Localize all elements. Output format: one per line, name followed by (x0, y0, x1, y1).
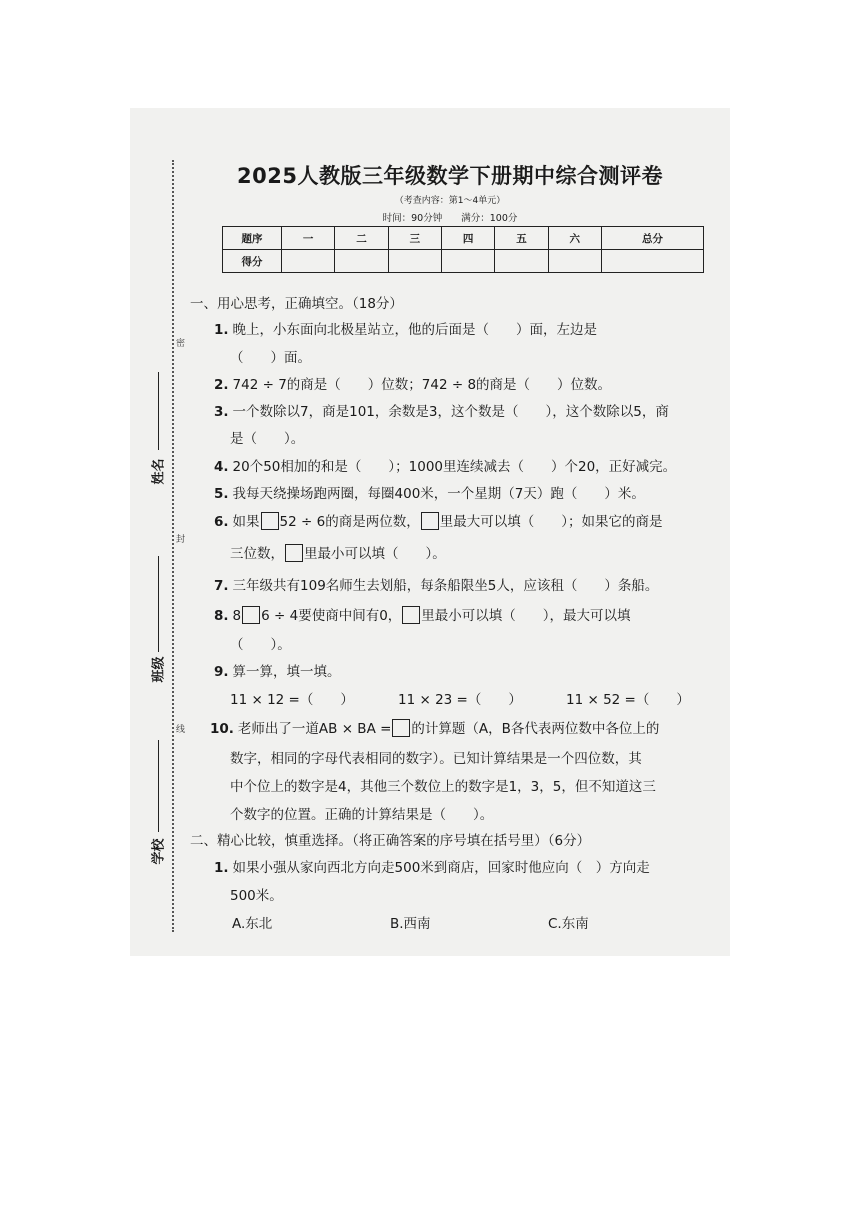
score-header-cell: 总分 (601, 227, 703, 250)
blank-box[interactable] (421, 512, 439, 530)
blank-box[interactable] (402, 606, 420, 624)
question-number: 4. (214, 459, 229, 475)
section-1-title: 一、用心思考，正确填空。（18分） (190, 296, 403, 312)
question-1-10 (210, 717, 659, 737)
question-text: 8 (232, 608, 242, 624)
name-field-line (158, 372, 159, 450)
binding-dotted-line (172, 160, 174, 932)
question-1-3 (214, 400, 669, 420)
question-text: 算一算，填一填。 (232, 664, 341, 680)
section-2-title: 二、精心比较，慎重选择。（将正确答案的序号填在括号里）（6分） (190, 833, 591, 849)
question-number: 8. (214, 608, 229, 624)
question-1-5 (214, 482, 645, 502)
score-row-label: 得分 (223, 250, 282, 273)
school-field-label: 学校 (151, 838, 167, 865)
score-table-score-row (223, 250, 704, 273)
question-number: 6. (214, 514, 229, 530)
question-text: 我每天绕操场跑两圈，每圈400米，一个星期（7天）跑（ ）米。 (232, 486, 645, 502)
question-text: 晚上，小东面向北极星站立，他的后面是（ ）面，左边是 (232, 322, 598, 338)
question-number: 7. (214, 578, 229, 594)
question-number: 5. (214, 486, 229, 502)
question-text: 52 ÷ 6的商是两位数， (279, 514, 420, 530)
question-number: 1. (214, 860, 229, 876)
question-text: 的计算题（A，B各代表两位数中各位上的 (411, 721, 660, 737)
question-1-6-cont (230, 542, 446, 562)
score-table-header-row (223, 227, 704, 250)
question-text: 一个数除以7，商是101，余数是3，这个数是（ ），这个数除以5，商 (232, 404, 669, 420)
exam-time-score (190, 210, 710, 224)
question-text: 三位数， (230, 546, 284, 562)
class-field-label: 班级 (151, 656, 167, 683)
question-number: 9. (214, 664, 229, 680)
question-1-3-cont: 是（ ）。 (230, 431, 305, 447)
score-header-cell: 五 (495, 227, 548, 250)
question-1-10-cont-3: 个数字的位置。正确的计算结果是（ ）。 (230, 807, 494, 823)
question-text: 老师出了一道AB × BA = (237, 721, 392, 737)
binding-word-mi: 密 (176, 339, 186, 349)
score-header-cell: 一 (282, 227, 335, 250)
score-cell[interactable] (601, 250, 703, 273)
option-c[interactable]: C.东南 (548, 916, 589, 932)
question-number: 1. (214, 322, 229, 338)
score-cell[interactable] (441, 250, 494, 273)
binding-word-xian: 线 (176, 725, 186, 735)
question-1-1-cont: （ ）面。 (230, 350, 311, 366)
blank-box[interactable] (285, 544, 303, 562)
score-cell[interactable] (495, 250, 548, 273)
question-1-1 (214, 318, 597, 338)
blank-box[interactable] (392, 719, 410, 737)
score-cell[interactable] (335, 250, 388, 273)
calc-item: 11 × 12 =（ ） (230, 692, 354, 708)
question-text: 里最小可以填（ ），最大可以填 (421, 608, 631, 624)
class-field-line (158, 556, 159, 652)
score-header-cell: 四 (441, 227, 494, 250)
question-text: 里最小可以填（ ）。 (304, 546, 446, 562)
question-text: 20个50相加的和是（ ）；1000里连续减去（ ）个20，正好减完。 (232, 459, 677, 475)
question-1-9 (214, 660, 341, 680)
score-cell[interactable] (548, 250, 601, 273)
calc-item: 11 × 52 =（ ） (566, 692, 690, 708)
question-text: 如果 (232, 514, 260, 530)
exam-scope: （考查内容：第1～4单元） (394, 196, 506, 206)
score-header-cell: 六 (548, 227, 601, 250)
question-1-10-cont-2: 中个位上的数字是4，其他三个数位上的数字是1，3，5，但不知道这三 (230, 779, 656, 795)
school-field-line (158, 740, 159, 832)
score-header-cell: 题序 (223, 227, 282, 250)
exam-time: 时间：90分钟 (382, 213, 443, 224)
question-1-10-cont-1: 数字，相同的字母代表相同的数字）。已知计算结果是一个四位数，其 (230, 751, 642, 767)
name-field-label: 姓名 (151, 458, 167, 485)
question-number: 2. (214, 377, 229, 393)
exam-full-score: 满分：100分 (461, 213, 518, 224)
question-text: 里最大可以填（ ）；如果它的商是 (439, 514, 663, 530)
score-header-cell: 三 (388, 227, 441, 250)
option-a[interactable]: A.东北 (232, 916, 273, 932)
blank-box[interactable] (261, 512, 279, 530)
question-2-1 (214, 856, 650, 876)
question-text: 742 ÷ 7的商是（ ）位数；742 ÷ 8的商是（ ）位数。 (232, 377, 612, 393)
score-table (222, 226, 704, 273)
question-1-4 (214, 455, 676, 475)
blank-box[interactable] (242, 606, 260, 624)
question-1-7 (214, 574, 658, 594)
question-number: 10. (210, 721, 234, 737)
question-1-8-cont: （ ）。 (230, 637, 291, 653)
option-b[interactable]: B.西南 (390, 916, 431, 932)
question-number: 3. (214, 404, 229, 420)
question-text: 如果小强从家向西北方向走500米到商店，回家时他应向（ ）方向走 (232, 860, 650, 876)
exam-title: 2025人教版三年级数学下册期中综合测评卷 (237, 164, 663, 188)
score-cell[interactable] (388, 250, 441, 273)
binding-word-feng: 封 (176, 535, 186, 545)
question-1-2 (214, 373, 611, 393)
score-cell[interactable] (282, 250, 335, 273)
question-2-1-cont: 500米。 (230, 888, 283, 904)
question-1-6 (214, 510, 662, 530)
question-text: 6 ÷ 4要使商中间有0， (261, 608, 402, 624)
question-1-8 (214, 604, 631, 624)
calc-item: 11 × 23 =（ ） (398, 692, 522, 708)
score-header-cell: 二 (335, 227, 388, 250)
question-text: 三年级共有109名师生去划船，每条船限坐5人，应该租（ ）条船。 (232, 578, 659, 594)
